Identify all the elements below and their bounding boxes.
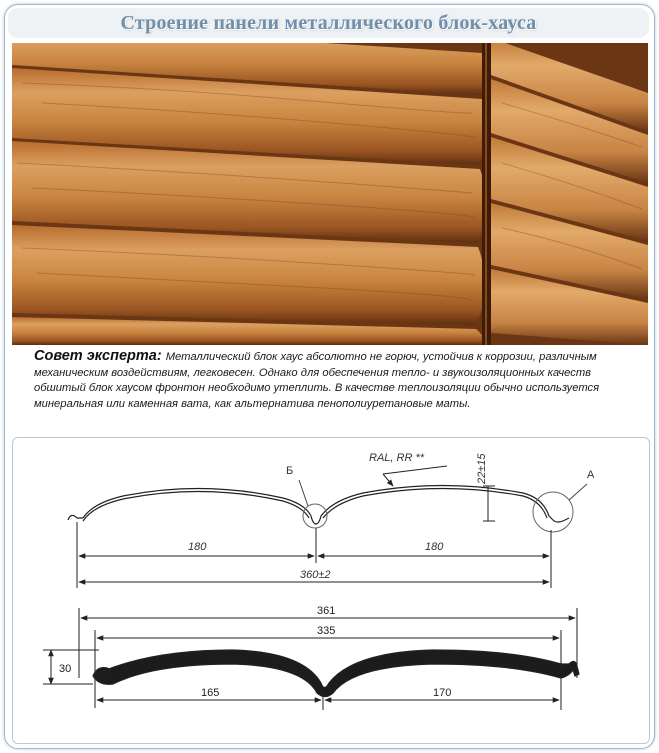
dim-left-180: 180: [188, 541, 207, 553]
advice-text: Металлический блок хаус абсолютно не горюч, устойчив к коррозии, различным механическим воздействиям, легковесен. Однако для обеспечения тепло- и звукоизоляционных качеств обшитый блок хаусом фронтон необходимо утеплить. В качестве теплоизоляции обычно используется минеральная или каменная вата, как альтернатива пенополиуретановые маты.: [34, 351, 600, 410]
coating-leader: [383, 466, 447, 474]
dim-right-170: 170: [433, 687, 452, 699]
left-wall-logs: [12, 43, 488, 345]
dim-left-165: 165: [201, 687, 220, 699]
panel-profile-diagram: [12, 437, 650, 744]
height-label: 22±15: [476, 453, 488, 484]
dim-width-335: 335: [317, 625, 336, 637]
coating-label: RAL, RR **: [369, 452, 425, 464]
dim-total-360: 360±2: [300, 569, 331, 581]
advice-lead: Совет эксперта:: [34, 348, 166, 364]
label-b: Б: [286, 465, 294, 477]
dim-overall-361: 361: [317, 605, 336, 617]
title-bar: [8, 8, 649, 38]
dim-height-30: 30: [59, 663, 72, 675]
right-wall-logs: [491, 43, 648, 345]
page-title: Строение панели металлического блок-хауса: [120, 12, 537, 34]
detail-circle-a: [533, 492, 573, 532]
block-house-photo: [12, 43, 648, 345]
expert-advice: [34, 349, 634, 412]
bottom-profile: [93, 650, 579, 697]
dim-right-180: 180: [425, 541, 444, 553]
label-a: А: [587, 469, 595, 481]
